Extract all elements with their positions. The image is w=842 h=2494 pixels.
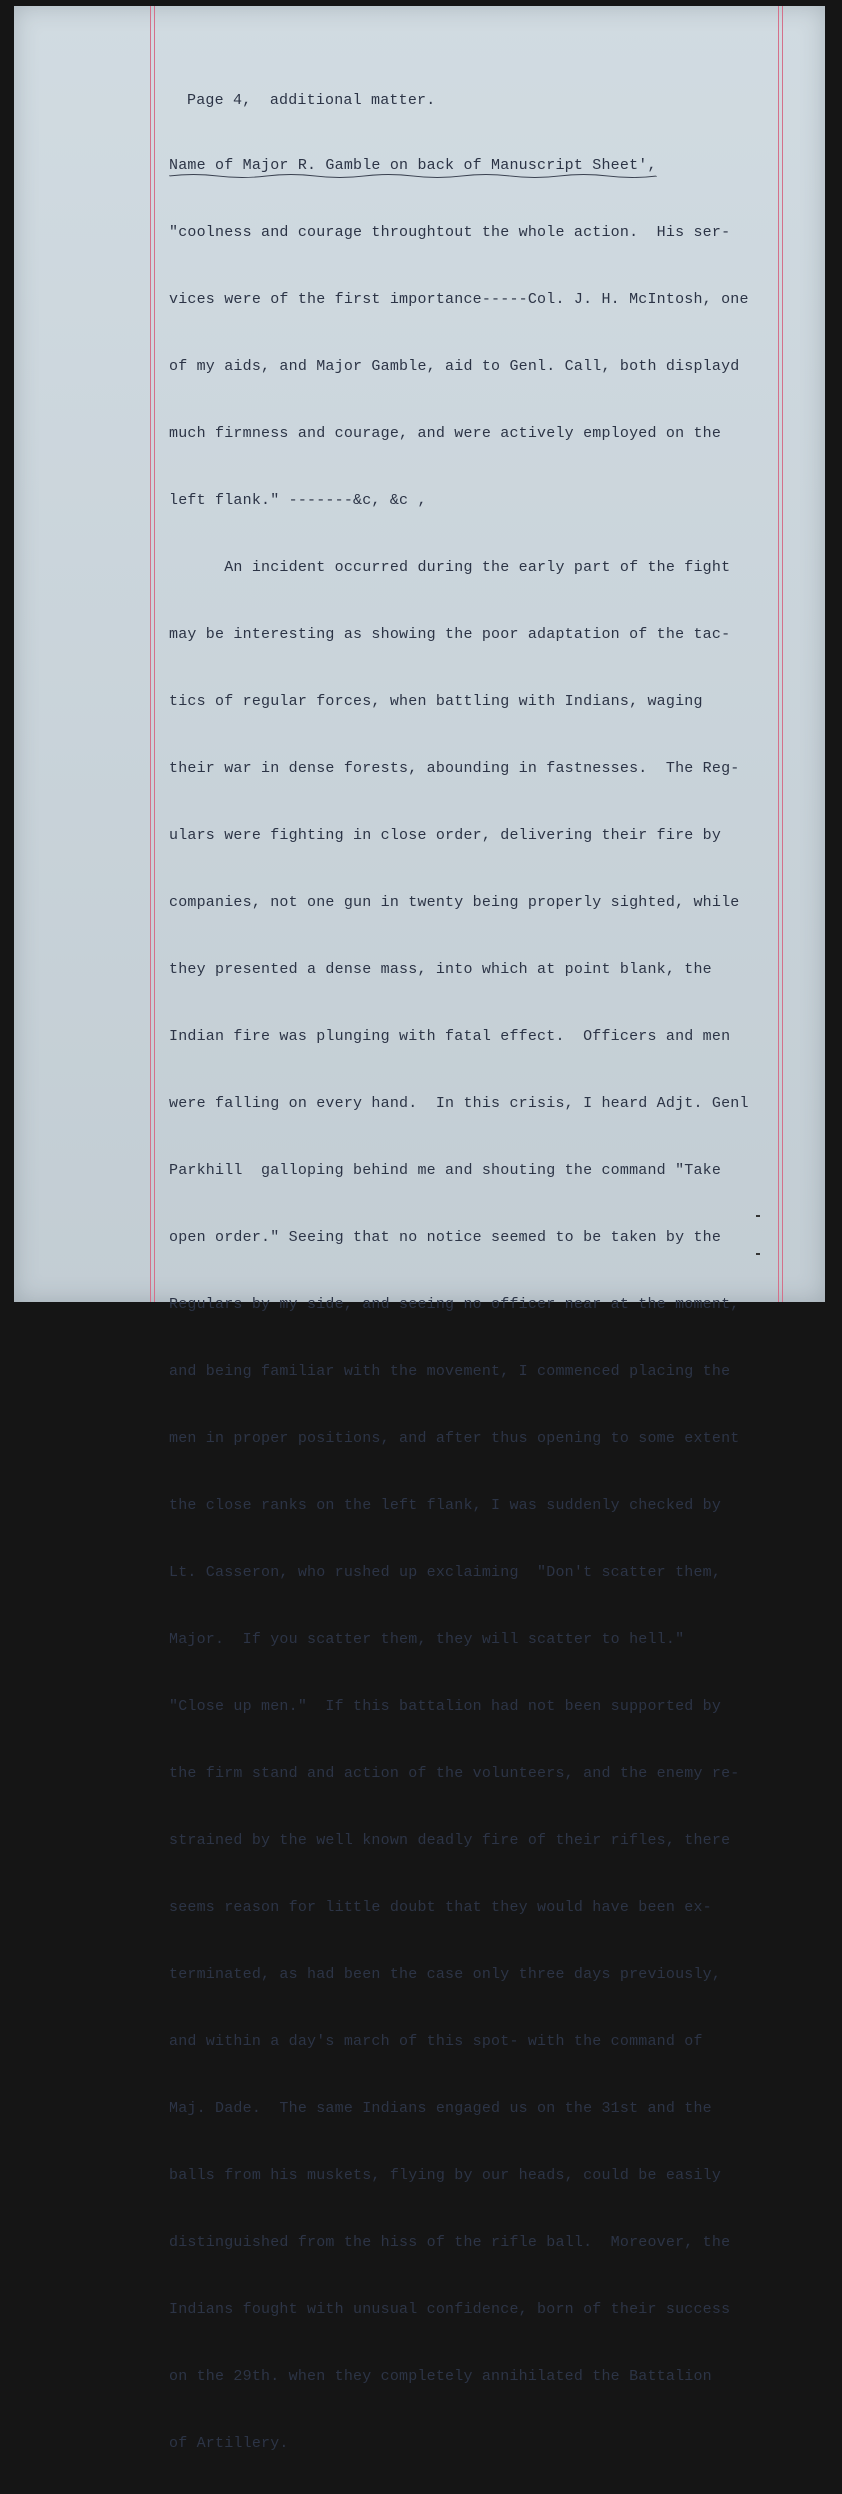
text-line: tics of regular forces, when battling with Indians, waging	[169, 693, 703, 710]
text-line: of my aids, and Major Gamble, aid to Genl. Call, both displayd	[169, 358, 740, 375]
text-line: balls from his muskets, flying by our heads, could be easily	[169, 2167, 722, 2184]
left-margin-rule	[150, 6, 151, 1302]
text-line: Maj. Dade. The same Indians engaged us on the 31st and the	[169, 2100, 712, 2117]
text-line: and within a day's march of this spot- with the command of	[169, 2033, 703, 2050]
text-line: vices were of the first importance-----Col. J. H. McIntosh, one	[169, 291, 749, 308]
text-line: Indian fire was plunging with fatal effect. Officers and men	[169, 1028, 731, 1045]
text-line: the firm stand and action of the volunteers, and the enemy re-	[169, 1765, 740, 1782]
text-line: distinguished from the hiss of the rifle ball. Moreover, the	[169, 2234, 731, 2251]
text-line: they presented a dense mass, into which at point blank, the	[169, 961, 712, 978]
manuscript-page	[14, 6, 825, 2452]
page-heading: Page 4, additional matter.	[187, 92, 436, 109]
left-margin-rule-inner	[154, 6, 155, 1302]
text-line: were falling on every hand. In this crisis, I heard Adjt. Genl	[169, 1095, 749, 1112]
text-line: "Close up men." If this battalion had not been supported by	[169, 1698, 722, 1715]
text-line: Lt. Casseron, who rushed up exclaiming "Don't scatter them,	[169, 1564, 722, 1581]
stray-mark	[756, 1215, 760, 1217]
text-line: on the 29th. when they completely annihilated the Battalion	[169, 2368, 712, 2385]
text-line: Regulars by my side, and seeing no officer near at the moment,	[169, 1296, 740, 1313]
stray-mark	[756, 1253, 760, 1255]
typed-text-body	[169, 53, 829, 2494]
text-line: An incident occurred during the early part of the fight	[169, 559, 731, 576]
text-line: their war in dense forests, abounding in fastnesses. The Reg-	[169, 760, 740, 777]
text-line: men in proper positions, and after thus opening to some extent	[169, 1430, 740, 1447]
text-line: Parkhill galloping behind me and shouting the command "Take	[169, 1162, 722, 1179]
text-line: and being familiar with the movement, I commenced placing the	[169, 1363, 731, 1380]
text-line: companies, not one gun in twenty being properly sighted, while	[169, 894, 740, 911]
text-line: much firmness and courage, and were actively employed on the	[169, 425, 722, 442]
text-line: open order." Seeing that no notice seemed to be taken by the	[169, 1229, 722, 1246]
text-line: terminated, as had been the case only three days previously,	[169, 1966, 722, 1983]
text-line: strained by the well known deadly fire of their rifles, there	[169, 1832, 731, 1849]
text-line: Indians fought with unusual confidence, born of their success	[169, 2301, 731, 2318]
text-line: the close ranks on the left flank, I was suddenly checked by	[169, 1497, 722, 1514]
text-line: may be interesting as showing the poor adaptation of the tac-	[169, 626, 731, 643]
underlined-note: Name of Major R. Gamble on back of Manuscript Sheet',	[169, 149, 657, 182]
text-line: of Artillery.	[169, 2435, 289, 2452]
text-line: Major. If you scatter them, they will scatter to hell."	[169, 1631, 685, 1648]
text-line: ulars were fighting in close order, delivering their fire by	[169, 827, 722, 844]
text-line: seems reason for little doubt that they would have been ex-	[169, 1899, 712, 1916]
text-line: left flank." -------&c, &c ,	[169, 492, 427, 509]
text-line	[169, 149, 829, 182]
text-line: "coolness and courage throughtout the whole action. His ser-	[169, 224, 731, 241]
wavy-underline	[169, 172, 657, 180]
